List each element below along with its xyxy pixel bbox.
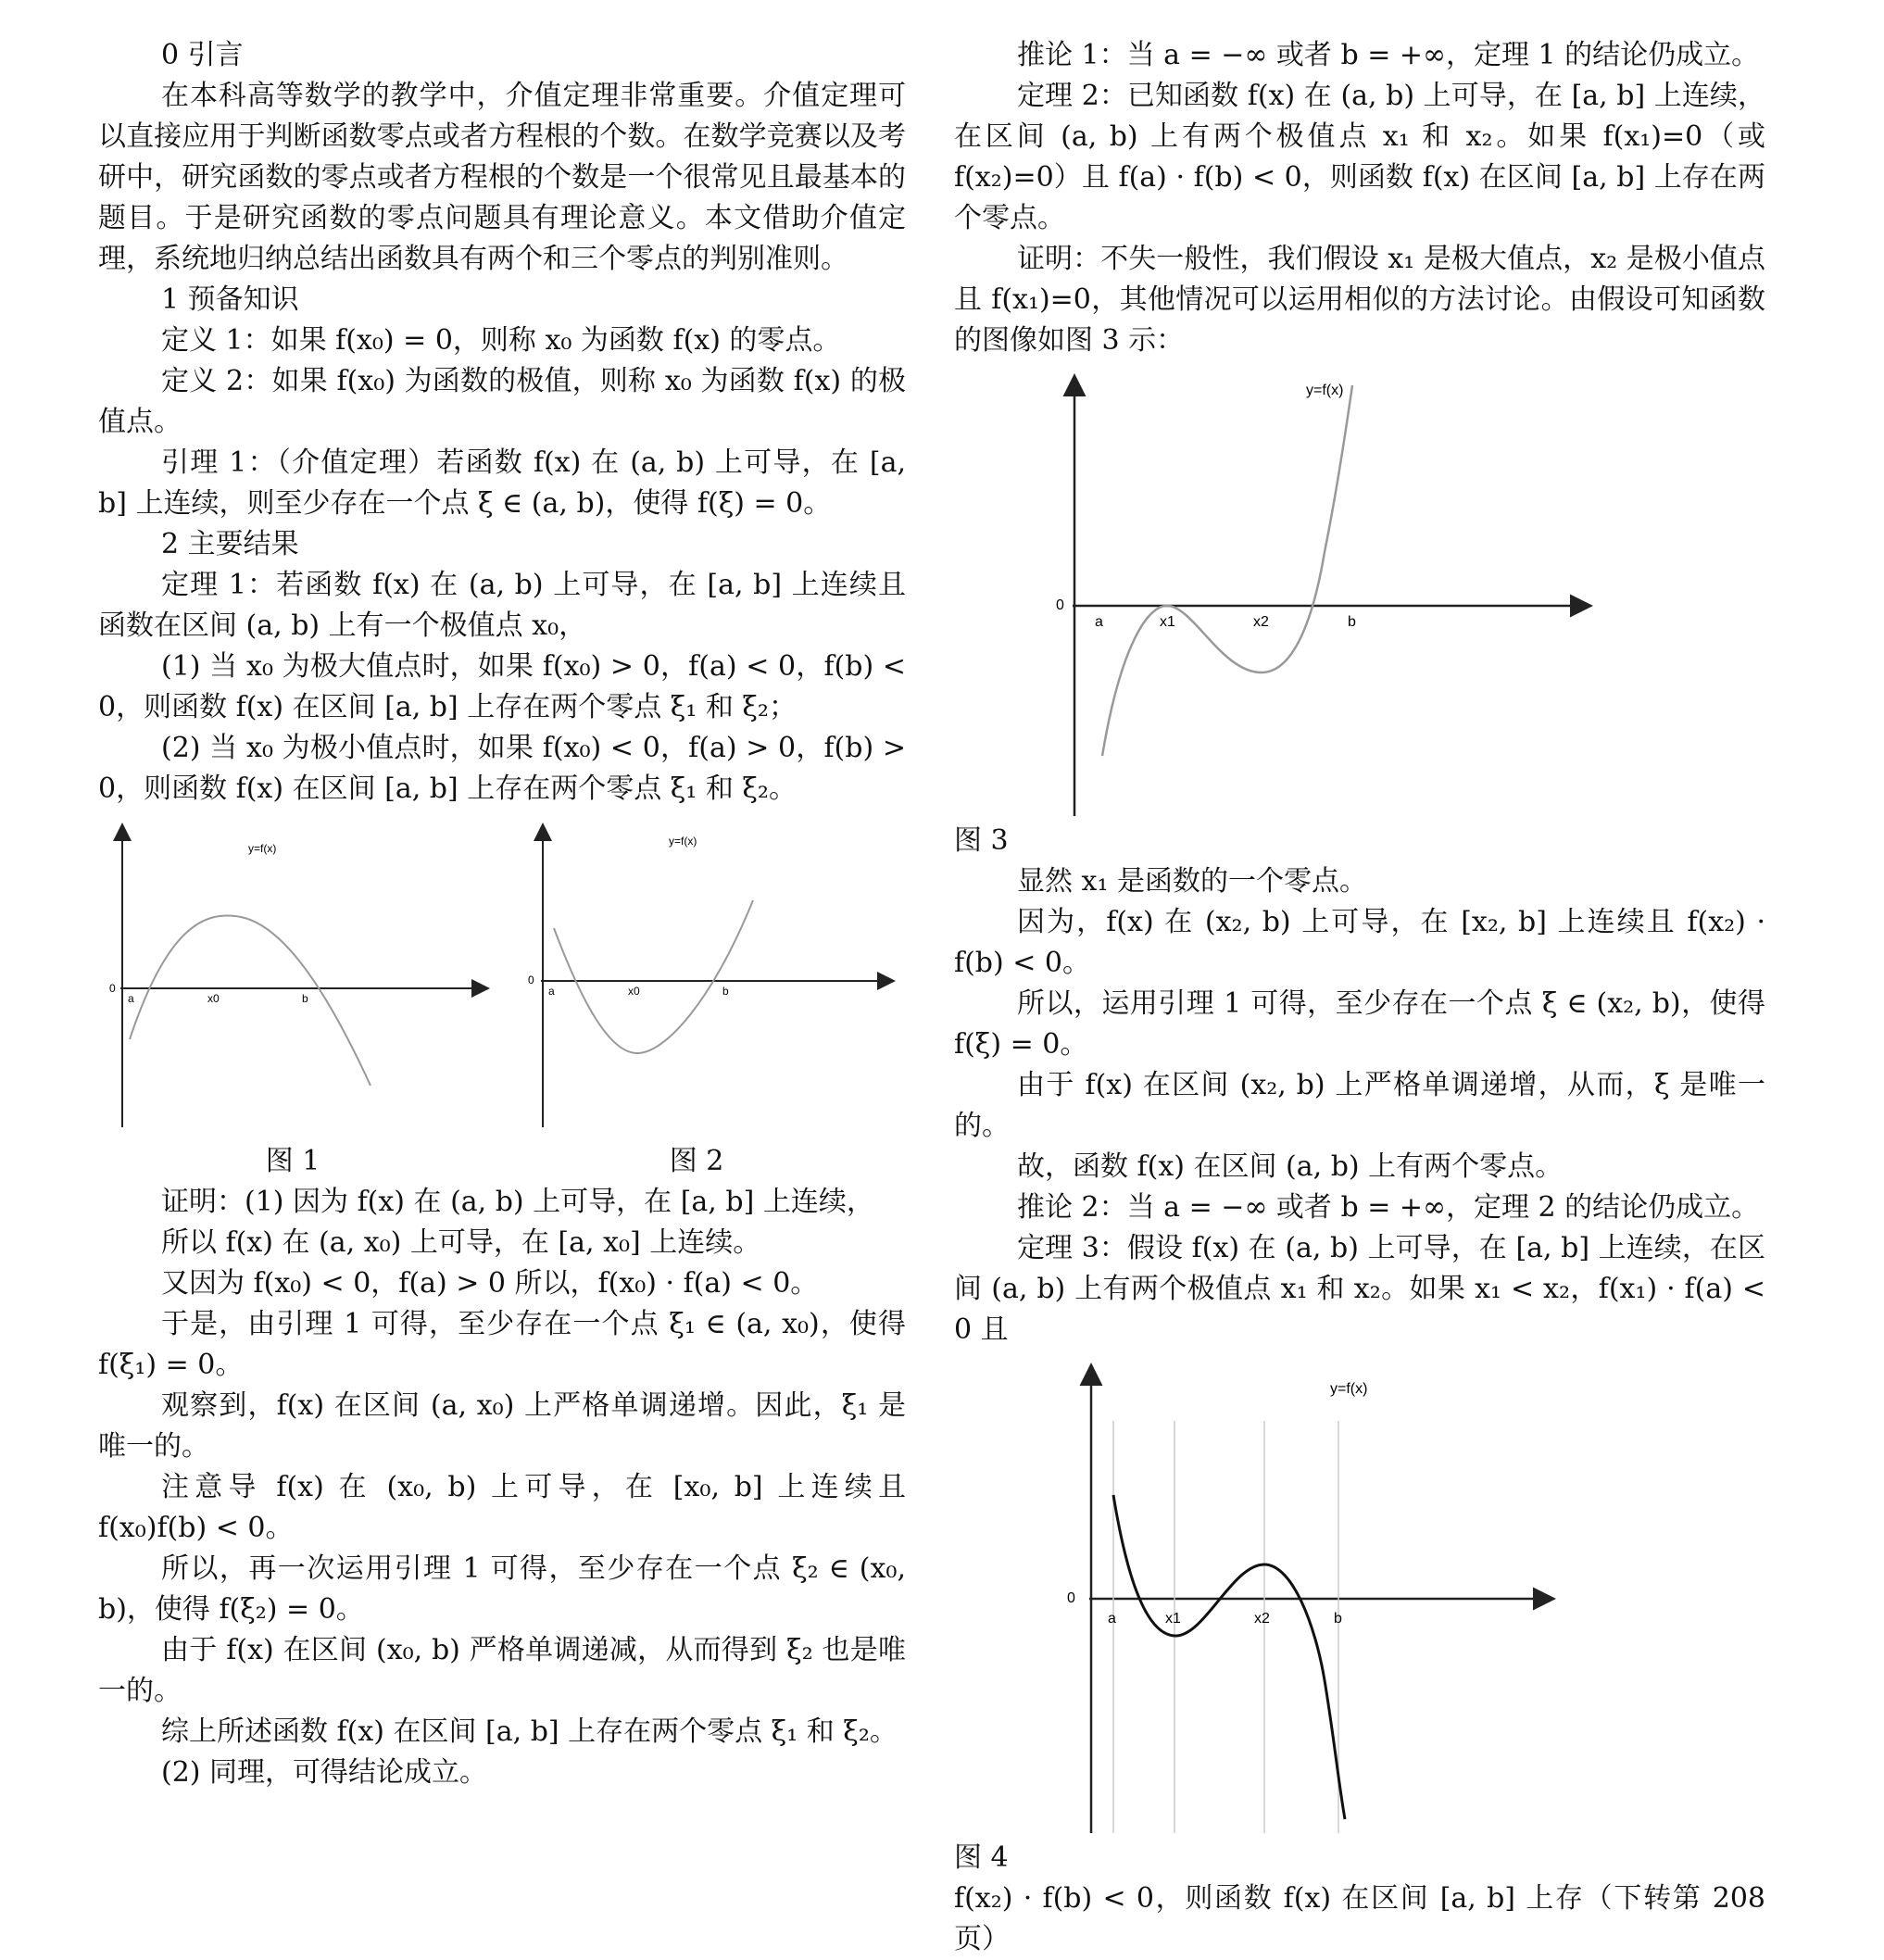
figure-3-label-b: b — [1348, 614, 1356, 630]
paragraph: 故，函数 f(x) 在区间 (a, b) 上有两个零点。 — [1017, 1150, 1564, 1183]
figure-2-label-x0: x0 — [628, 985, 640, 998]
paragraph: 定理 3：假设 f(x) 在 (a, b) 上可导，在 [a, b] 上连续，在区间 (a, b) 上有两个极值点 x₁ 和 x₂。如果 x₁ < x₂，f(x₁) · f(a) < 0 且 — [954, 1232, 1765, 1346]
paragraph: 观察到，f(x) 在区间 (a, x₀) 上严格单调递增。因此，ξ₁ 是唯一的。 — [98, 1389, 906, 1463]
figure-3-label-x2: x2 — [1253, 614, 1269, 630]
paragraph: 综上所述函数 f(x) 在区间 [a, b] 上存在两个零点 ξ₁ 和 ξ₂。 — [161, 1715, 898, 1748]
figure-4-label-a: a — [1108, 1611, 1116, 1627]
paragraph: 所以 f(x) 在 (a, x₀) 上可导，在 [a, x₀] 上连续。 — [161, 1226, 761, 1259]
figure-1-label-x0: x0 — [207, 992, 220, 1005]
paragraph: 0 引言 — [161, 39, 244, 71]
figure-2-title: y=f(x) — [669, 835, 697, 848]
figure-4-curve — [1113, 1495, 1345, 1819]
paragraph: 所以，再一次运用引理 1 可得，至少存在一个点 ξ₂ ∈ (x₀, b)，使得 f(ξ₂) = 0。 — [98, 1552, 906, 1626]
paragraph: 1 预备知识 — [161, 283, 299, 316]
figure-3 — [954, 367, 1765, 821]
left-column — [98, 35, 906, 1793]
figure-2-curve — [554, 900, 753, 1053]
paragraph: 所以，运用引理 1 可得，至少存在一个点 ξ ∈ (x₂, b)，使得 f(ξ) = 0。 — [954, 987, 1765, 1061]
left-text-block-1 — [98, 35, 906, 810]
figure-1-label-a: a — [128, 992, 134, 1005]
paragraph: (2) 同理，可得结论成立。 — [161, 1756, 488, 1789]
paragraph: 在本科高等数学的教学中，介值定理非常重要。介值定理可以直接应用于判断函数零点或者方程根的个数。在数学竞赛以及考研中，研究函数的零点或者方程根的个数是一个很常见且最基本的题目。于是研究函数的零点问题具有理论意义。本文借助介值定理，系统地归纳总结出函数具有两个和三个零点的判别准则。 — [98, 80, 906, 275]
figure-1-title: y=f(x) — [248, 842, 277, 855]
figure-1-2-row — [98, 817, 906, 1141]
paragraph: 引理 1：（介值定理）若函数 f(x) 在 (a, b) 上可导，在 [a, b] 上连续，则至少存在一个点 ξ ∈ (a, b)，使得 f(ξ) = 0。 — [98, 446, 906, 520]
figure-2-label-b: b — [722, 985, 729, 998]
figure-4-caption: 图 4 — [954, 1841, 1009, 1874]
paragraph: 证明：(1) 因为 f(x) 在 (a, b) 上可导，在 [a, b] 上连续， — [161, 1186, 874, 1218]
paragraph: 因为，f(x) 在 (x₂, b) 上可导，在 [x₂, b] 上连续且 f(x₂) · f(b) < 0。 — [954, 906, 1765, 979]
figure-4-zero-label: 0 — [1067, 1590, 1075, 1606]
paragraph: 由于 f(x) 在区间 (x₂, b) 上严格单调递增，从而，ξ 是唯一的。 — [954, 1069, 1765, 1142]
figure-1-zero-label: 0 — [109, 982, 116, 995]
paragraph: 注意导 f(x) 在 (x₀, b) 上可导，在 [x₀, b] 上连续且 f(x₀)f(b) < 0。 — [98, 1471, 906, 1544]
figure-4 — [954, 1356, 1765, 1838]
figure-3-curve — [1102, 385, 1352, 756]
figure-2-label-a: a — [548, 985, 555, 998]
figure-4-label-b: b — [1334, 1611, 1342, 1627]
figure-4-plot — [1010, 1356, 1584, 1838]
paragraph: f(x₂) · f(b) < 0，则函数 f(x) 在区间 [a, b] 上存（下转第 208 页） — [954, 1882, 1765, 1955]
paragraph: 定理 1：若函数 f(x) 在 (a, b) 上可导，在 [a, b] 上连续且函数在区间 (a, b) 上有一个极值点 x₀， — [98, 569, 906, 642]
figure-3-caption: 图 3 — [954, 824, 1009, 857]
right-text-block-3 — [954, 1878, 1765, 1960]
paragraph: 由于 f(x) 在区间 (x₀, b) 严格单调递减，从而得到 ξ₂ 也是唯一的。 — [98, 1634, 906, 1707]
paragraph: 又因为 f(x₀) < 0，f(a) > 0 所以，f(x₀) · f(a) < 0。 — [161, 1267, 819, 1300]
figure-2-zero-label: 0 — [528, 974, 534, 986]
figure-4-title: y=f(x) — [1330, 1381, 1368, 1397]
right-text-block-2 — [954, 861, 1765, 1351]
right-text-block-1 — [954, 35, 1765, 361]
figure-2-plot — [517, 817, 906, 1132]
paragraph: 推论 2：当 a = −∞ 或者 b = +∞，定理 2 的结论仍成立。 — [1017, 1191, 1760, 1224]
figure-1-2-captions — [98, 1141, 906, 1182]
paragraph: 于是，由引理 1 可得，至少存在一个点 ξ₁ ∈ (a, x₀)，使得 f(ξ₁) = 0。 — [98, 1308, 906, 1381]
paragraph: 显然 x₁ 是函数的一个零点。 — [1017, 865, 1368, 898]
figure-3-label-a: a — [1095, 614, 1103, 630]
figure-3-zero-label: 0 — [1056, 597, 1064, 613]
paragraph: 2 主要结果 — [161, 528, 299, 560]
paragraph: (2) 当 x₀ 为极小值点时，如果 f(x₀) < 0，f(a) > 0，f(b) > 0，则函数 f(x) 在区间 [a, b] 上存在两个零点 ξ₁ 和 ξ₂。 — [98, 732, 906, 805]
paragraph: 定义 1：如果 f(x₀) = 0，则称 x₀ 为函数 f(x) 的零点。 — [161, 324, 841, 357]
paragraph: 证明：不失一般性，我们假设 x₁ 是极大值点，x₂ 是极小值点且 f(x₁)=0，其他情况可以运用相似的方法讨论。由假设可知函数的图像如图 3 示： — [954, 243, 1765, 357]
figure-3-label-x1: x1 — [1160, 614, 1175, 630]
paragraph: (1) 当 x₀ 为极大值点时，如果 f(x₀) > 0，f(a) < 0，f(b) < 0，则函数 f(x) 在区间 [a, b] 上存在两个零点 ξ₁ 和 ξ₂； — [98, 650, 906, 723]
figure-4-label-x1: x1 — [1165, 1611, 1181, 1627]
figure-1-plot — [93, 817, 500, 1132]
figure-4-label-x2: x2 — [1254, 1611, 1270, 1627]
paragraph: 定理 2：已知函数 f(x) 在 (a, b) 上可导，在 [a, b] 上连续，在区间 (a, b) 上有两个极值点 x₁ 和 x₂。如果 f(x₁)=0（或 f(x₂)=0）且 f(a) · f(b) < 0，则函数 f(x) 在区间 [a, b] 上存在两个零点。 — [954, 80, 1765, 234]
right-column — [954, 35, 1765, 1960]
figure-3-title: y=f(x) — [1306, 383, 1344, 398]
figure-2-caption: 图 2 — [669, 1145, 724, 1177]
figure-1-caption: 图 1 — [265, 1145, 320, 1177]
figure-1-label-b: b — [302, 992, 308, 1005]
paragraph: 定义 2：如果 f(x₀) 为函数的极值，则称 x₀ 为函数 f(x) 的极值点。 — [98, 365, 906, 438]
figure-1-curve — [130, 915, 371, 1086]
figure-3-plot — [1019, 367, 1593, 821]
paragraph: 推论 1：当 a = −∞ 或者 b = +∞，定理 1 的结论仍成立。 — [1017, 39, 1760, 71]
left-text-block-2 — [98, 1182, 906, 1793]
